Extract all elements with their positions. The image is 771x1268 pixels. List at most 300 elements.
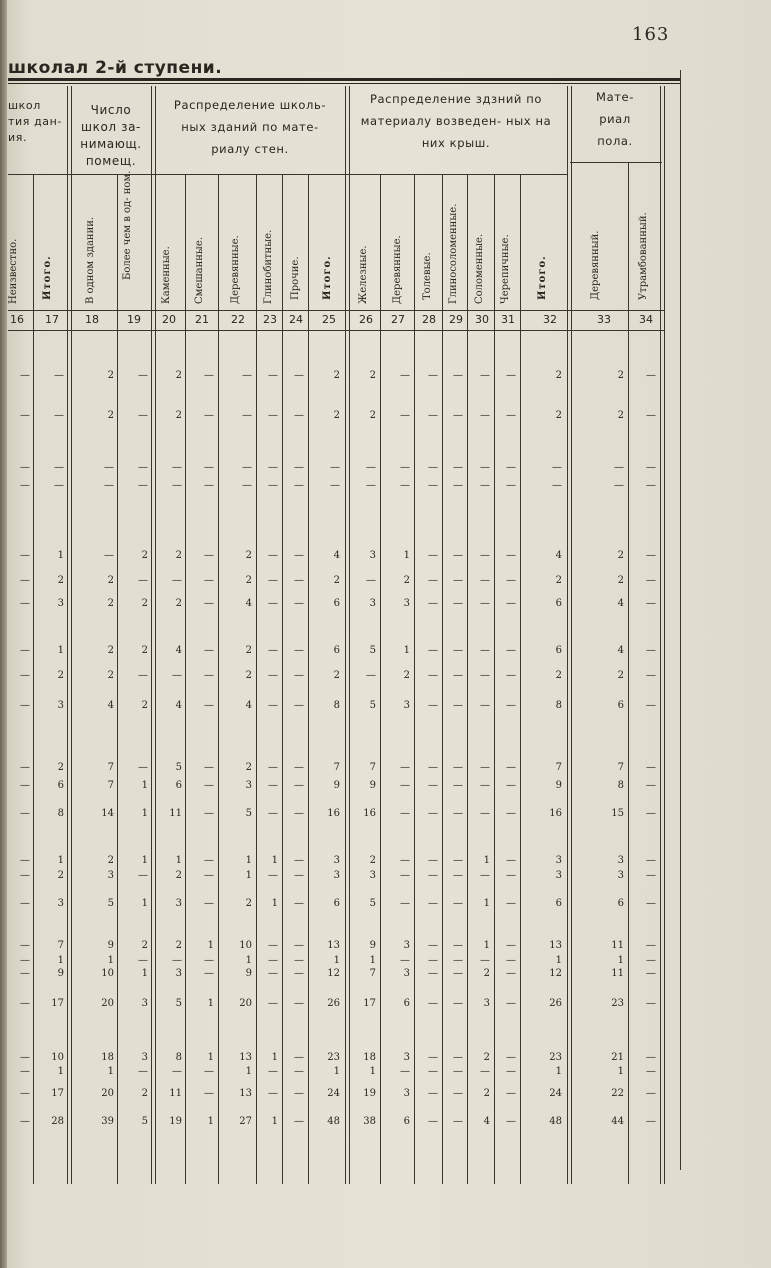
table-cell: — <box>480 870 490 881</box>
table-cell: — <box>20 462 30 473</box>
table-cell: — <box>204 762 214 773</box>
table-cell: — <box>268 462 278 473</box>
table-cell: 38 <box>363 1116 376 1127</box>
table-cell: 1 <box>333 955 340 966</box>
col-number: 21 <box>195 313 209 326</box>
table-cell: 19 <box>363 1088 376 1099</box>
table-cell: 2 <box>141 1088 148 1099</box>
table-cell: 15 <box>611 808 624 819</box>
table-cell: — <box>294 670 304 681</box>
table-cell: — <box>453 370 463 381</box>
table-cell: — <box>294 575 304 586</box>
table-cell: 6 <box>555 898 562 909</box>
table-cell: — <box>294 762 304 773</box>
table-cell: — <box>646 808 656 819</box>
table-cell: — <box>552 480 562 491</box>
table-cell: — <box>453 598 463 609</box>
col-label-21: Смешанные. <box>194 237 205 304</box>
table-cell: — <box>428 808 438 819</box>
table-cell: 2 <box>403 670 410 681</box>
table-cell: — <box>480 955 490 966</box>
table-cell: — <box>268 480 278 491</box>
vrule-double <box>567 86 572 1184</box>
table-cell: 5 <box>107 898 114 909</box>
table-cell: — <box>20 550 30 561</box>
table-cell: — <box>480 370 490 381</box>
vrule-double <box>151 86 156 1184</box>
table-cell: 2 <box>175 940 182 951</box>
table-cell: 6 <box>617 898 624 909</box>
table-cell: — <box>204 808 214 819</box>
table-cell: 4 <box>245 700 252 711</box>
table-cell: 8 <box>333 700 340 711</box>
table-cell: — <box>506 370 516 381</box>
table-cell: 7 <box>57 940 64 951</box>
table-cell: — <box>268 370 278 381</box>
table-cell: 9 <box>555 780 562 791</box>
table-cell: 1 <box>369 955 376 966</box>
table-cell: — <box>268 955 278 966</box>
table-cell: — <box>242 370 252 381</box>
table-cell: — <box>506 940 516 951</box>
table-cell: 6 <box>617 700 624 711</box>
table-cell: 9 <box>333 780 340 791</box>
table-cell: 1 <box>333 1066 340 1077</box>
table-cell: — <box>506 1088 516 1099</box>
table-cell: 12 <box>549 968 562 979</box>
col-number: 30 <box>475 313 489 326</box>
table-cell: — <box>268 550 278 561</box>
table-cell: — <box>268 645 278 656</box>
table-cell: — <box>646 598 656 609</box>
table-cell: — <box>480 575 490 586</box>
table-cell: — <box>453 855 463 866</box>
table-cell: — <box>646 898 656 909</box>
table-cell: 13 <box>327 940 340 951</box>
table-cell: — <box>506 855 516 866</box>
table-cell: — <box>428 700 438 711</box>
table-cell: — <box>20 855 30 866</box>
table-cell: — <box>268 968 278 979</box>
table-cell: — <box>453 480 463 491</box>
table-cell: 6 <box>403 998 410 1009</box>
table-cell: — <box>506 955 516 966</box>
table-cell: — <box>646 870 656 881</box>
book-spine <box>0 0 7 1268</box>
table-cell: — <box>428 998 438 1009</box>
table-cell: 5 <box>369 700 376 711</box>
table-cell: — <box>138 870 148 881</box>
col-number: 19 <box>127 313 141 326</box>
table-cell: — <box>294 968 304 979</box>
table-cell: 20 <box>239 998 252 1009</box>
table-cell: — <box>20 940 30 951</box>
col-label-18: В одном здании. <box>85 216 96 304</box>
table-cell: — <box>646 370 656 381</box>
table-cell: — <box>506 762 516 773</box>
table-cell: — <box>138 955 148 966</box>
table-cell: — <box>204 955 214 966</box>
table-cell: 2 <box>57 670 64 681</box>
table-cell: — <box>646 1088 656 1099</box>
table-cell: 2 <box>107 598 114 609</box>
col-label-33: Деревянный. <box>590 230 601 300</box>
table-cell: 2 <box>333 410 340 421</box>
table-cell: — <box>646 998 656 1009</box>
table-cell: 4 <box>617 598 624 609</box>
table-cell: — <box>428 550 438 561</box>
table-cell: 7 <box>369 968 376 979</box>
table-cell: — <box>294 955 304 966</box>
table-cell: — <box>646 780 656 791</box>
table-cell: — <box>646 762 656 773</box>
table-cell: 1 <box>57 550 64 561</box>
table-cell: — <box>20 670 30 681</box>
table-cell: — <box>400 808 410 819</box>
table-cell: — <box>428 1088 438 1099</box>
group-header-roofs: Распределение здзний по материалу возведен- ных на них крыш. <box>360 92 552 150</box>
table-cell: 2 <box>107 575 114 586</box>
table-cell: — <box>506 645 516 656</box>
table-cell: — <box>204 780 214 791</box>
table-cell: 11 <box>169 808 182 819</box>
table-cell: — <box>614 462 624 473</box>
table-cell: 16 <box>549 808 562 819</box>
table-cell: — <box>330 462 340 473</box>
table-cell: 2 <box>617 370 624 381</box>
table-cell: — <box>172 480 182 491</box>
title-rule-thin <box>8 83 680 84</box>
table-cell: — <box>242 410 252 421</box>
table-cell: — <box>294 410 304 421</box>
table-cell: 1 <box>207 998 214 1009</box>
table-cell: 17 <box>51 1088 64 1099</box>
table-cell: 8 <box>555 700 562 711</box>
table-cell: 7 <box>617 762 624 773</box>
table-cell: — <box>400 898 410 909</box>
vrule <box>185 174 186 1184</box>
table-cell: — <box>428 1052 438 1063</box>
table-cell: — <box>480 550 490 561</box>
table-cell: — <box>204 855 214 866</box>
col-label-29: Глиносоломенные. <box>448 203 459 304</box>
table-cell: 1 <box>175 855 182 866</box>
table-cell: 2 <box>141 700 148 711</box>
table-cell: — <box>453 870 463 881</box>
table-cell: 28 <box>51 1116 64 1127</box>
table-cell: — <box>268 670 278 681</box>
table-cell: 6 <box>403 1116 410 1127</box>
table-cell: — <box>453 780 463 791</box>
table-cell: 2 <box>175 370 182 381</box>
table-cell: — <box>268 870 278 881</box>
col-number: 22 <box>231 313 245 326</box>
table-cell: 2 <box>57 575 64 586</box>
table-cell: — <box>104 480 114 491</box>
table-cell: — <box>428 670 438 681</box>
table-cell: 3 <box>175 898 182 909</box>
table-cell: 2 <box>141 598 148 609</box>
table-cell: — <box>204 870 214 881</box>
table-cell: — <box>428 645 438 656</box>
group-header-left: школ тия дан- ия. <box>8 99 62 144</box>
table-cell: — <box>104 462 114 473</box>
table-cell: — <box>480 410 490 421</box>
table-cell: 3 <box>333 870 340 881</box>
table-cell: — <box>646 462 656 473</box>
table-cell: — <box>268 940 278 951</box>
table-cell: — <box>294 1052 304 1063</box>
col-label-26: Железные. <box>358 245 369 304</box>
table-cell: — <box>646 968 656 979</box>
table-cell: — <box>204 1088 214 1099</box>
table-cell: — <box>400 410 410 421</box>
table-cell: — <box>428 575 438 586</box>
table-cell: — <box>428 870 438 881</box>
table-cell: 2 <box>107 645 114 656</box>
table-cell: 14 <box>101 808 114 819</box>
table-cell: 1 <box>207 1116 214 1127</box>
col-number: 20 <box>162 313 176 326</box>
table-cell: — <box>20 1088 30 1099</box>
table-cell: 3 <box>141 1052 148 1063</box>
table-title: школал 2-й ступени. <box>8 58 223 78</box>
table-cell: — <box>400 780 410 791</box>
table-cell: — <box>294 898 304 909</box>
table-cell: — <box>294 780 304 791</box>
table-cell: — <box>453 410 463 421</box>
table-cell: 1 <box>403 550 410 561</box>
table-cell: — <box>428 780 438 791</box>
table-cell: — <box>453 955 463 966</box>
table-cell: 1 <box>107 955 114 966</box>
table-cell: — <box>506 1052 516 1063</box>
table-cell: — <box>428 1116 438 1127</box>
table-cell: 10 <box>51 1052 64 1063</box>
table-cell: — <box>204 410 214 421</box>
table-cell: 5 <box>175 762 182 773</box>
table-cell: 3 <box>107 870 114 881</box>
table-cell: 1 <box>483 855 490 866</box>
table-cell: — <box>172 1066 182 1077</box>
table-cell: — <box>400 462 410 473</box>
table-cell: 6 <box>175 780 182 791</box>
table-cell: — <box>20 480 30 491</box>
table-cell: 1 <box>141 898 148 909</box>
table-cell: 1 <box>483 898 490 909</box>
table-cell: 2 <box>245 575 252 586</box>
table-cell: — <box>294 462 304 473</box>
header-divider <box>8 174 568 175</box>
table-cell: — <box>138 462 148 473</box>
table-cell: — <box>453 998 463 1009</box>
table-cell: 3 <box>57 700 64 711</box>
table-cell: — <box>204 898 214 909</box>
table-cell: — <box>506 575 516 586</box>
table-cell: — <box>428 940 438 951</box>
table-cell: — <box>138 670 148 681</box>
table-cell: — <box>268 410 278 421</box>
table-cell: — <box>294 855 304 866</box>
table-cell: — <box>20 968 30 979</box>
table-cell: — <box>400 480 410 491</box>
vrule <box>628 162 629 1184</box>
table-cell: — <box>453 940 463 951</box>
table-cell: 1 <box>141 855 148 866</box>
table-cell: — <box>480 462 490 473</box>
table-cell: — <box>138 410 148 421</box>
table-cell: 3 <box>175 968 182 979</box>
table-cell: — <box>204 462 214 473</box>
table-cell: 39 <box>101 1116 114 1127</box>
table-cell: — <box>20 410 30 421</box>
table-cell: — <box>294 480 304 491</box>
table-cell: 4 <box>333 550 340 561</box>
table-cell: — <box>20 898 30 909</box>
table-cell: — <box>646 1116 656 1127</box>
table-cell: — <box>480 780 490 791</box>
table-cell: — <box>646 700 656 711</box>
table-cell: 22 <box>611 1088 624 1099</box>
table-cell: 9 <box>57 968 64 979</box>
table-cell: — <box>138 575 148 586</box>
table-cell: 4 <box>483 1116 490 1127</box>
table-cell: — <box>366 670 376 681</box>
table-cell: 2 <box>483 968 490 979</box>
table-cell: 3 <box>403 1088 410 1099</box>
table-cell: — <box>646 955 656 966</box>
table-cell: 4 <box>175 645 182 656</box>
table-cell: — <box>453 762 463 773</box>
table-cell: — <box>453 575 463 586</box>
table-cell: 3 <box>245 780 252 791</box>
table-cell: — <box>646 670 656 681</box>
table-cell: — <box>453 808 463 819</box>
table-cell: 1 <box>207 1052 214 1063</box>
table-cell: — <box>506 550 516 561</box>
table-cell: 3 <box>617 870 624 881</box>
table-cell: — <box>268 1066 278 1077</box>
table-cell: 2 <box>107 410 114 421</box>
table-cell: 5 <box>245 808 252 819</box>
table-cell: 1 <box>245 1066 252 1077</box>
table-cell: 26 <box>549 998 562 1009</box>
table-cell: — <box>400 955 410 966</box>
col-label-17: Итого. <box>42 255 53 300</box>
table-cell: — <box>172 575 182 586</box>
table-cell: 27 <box>239 1116 252 1127</box>
table-cell: — <box>480 762 490 773</box>
table-cell: — <box>453 1066 463 1077</box>
table-cell: 10 <box>239 940 252 951</box>
table-cell: — <box>480 700 490 711</box>
table-cell: — <box>138 1066 148 1077</box>
vrule-double <box>345 86 350 1184</box>
vrule <box>33 174 34 1184</box>
table-cell: — <box>268 575 278 586</box>
table-cell: — <box>366 575 376 586</box>
table-cell: 3 <box>369 550 376 561</box>
group-header-walls: Распределение школь- ных зданий по мате- риалу стен. <box>173 98 327 156</box>
table-cell: — <box>506 670 516 681</box>
table-cell: — <box>506 410 516 421</box>
table-cell: — <box>20 1116 30 1127</box>
table-cell: 16 <box>363 808 376 819</box>
table-cell: — <box>204 1066 214 1077</box>
col-number: 34 <box>639 313 653 326</box>
col-label-24: Прочие. <box>290 256 301 300</box>
table-cell: 20 <box>101 998 114 1009</box>
table-cell: 2 <box>57 870 64 881</box>
table-cell: — <box>294 550 304 561</box>
col-label-34: Утрамбованный. <box>638 212 649 300</box>
table-cell: 2 <box>555 575 562 586</box>
table-cell: — <box>366 480 376 491</box>
table-cell: — <box>204 480 214 491</box>
table-cell: — <box>204 598 214 609</box>
table-cell: 2 <box>107 855 114 866</box>
table-cell: 4 <box>175 700 182 711</box>
table-cell: — <box>646 940 656 951</box>
table-cell: — <box>20 598 30 609</box>
table-cell: — <box>20 955 30 966</box>
table-cell: 9 <box>369 780 376 791</box>
table-cell: 1 <box>57 855 64 866</box>
table-cell: 4 <box>245 598 252 609</box>
table-cell: — <box>480 480 490 491</box>
table-cell: — <box>453 700 463 711</box>
table-cell: — <box>294 1088 304 1099</box>
table-cell: 1 <box>57 1066 64 1077</box>
table-cell: 12 <box>327 968 340 979</box>
table-cell: 13 <box>239 1052 252 1063</box>
colnum-bottom-rule <box>8 330 664 331</box>
table-cell: — <box>54 462 64 473</box>
colnum-top-rule <box>8 310 664 311</box>
table-cell: 7 <box>333 762 340 773</box>
col-number: 18 <box>85 313 99 326</box>
col-number: 28 <box>422 313 436 326</box>
table-cell: 16 <box>327 808 340 819</box>
table-cell: 2 <box>555 410 562 421</box>
col-label-25: Итого. <box>322 255 333 300</box>
table-cell: — <box>480 645 490 656</box>
table-cell: — <box>294 808 304 819</box>
table-cell: — <box>614 480 624 491</box>
table-cell: 7 <box>555 762 562 773</box>
table-cell: 18 <box>101 1052 114 1063</box>
vrule <box>117 174 118 1184</box>
table-cell: — <box>20 575 30 586</box>
table-cell: — <box>204 575 214 586</box>
table-cell: — <box>506 1116 516 1127</box>
table-cell: 2 <box>483 1052 490 1063</box>
table-cell: 2 <box>245 550 252 561</box>
table-cell: — <box>20 870 30 881</box>
table-cell: 3 <box>483 998 490 1009</box>
vrule-double <box>67 86 72 1184</box>
table-cell: — <box>20 808 30 819</box>
table-cell: 24 <box>549 1088 562 1099</box>
table-cell: 20 <box>101 1088 114 1099</box>
table-cell: — <box>138 480 148 491</box>
table-cell: — <box>428 370 438 381</box>
table-cell: 3 <box>403 1052 410 1063</box>
table-cell: — <box>20 998 30 1009</box>
table-cell: — <box>506 780 516 791</box>
table-cell: — <box>453 968 463 979</box>
table-cell: — <box>506 598 516 609</box>
